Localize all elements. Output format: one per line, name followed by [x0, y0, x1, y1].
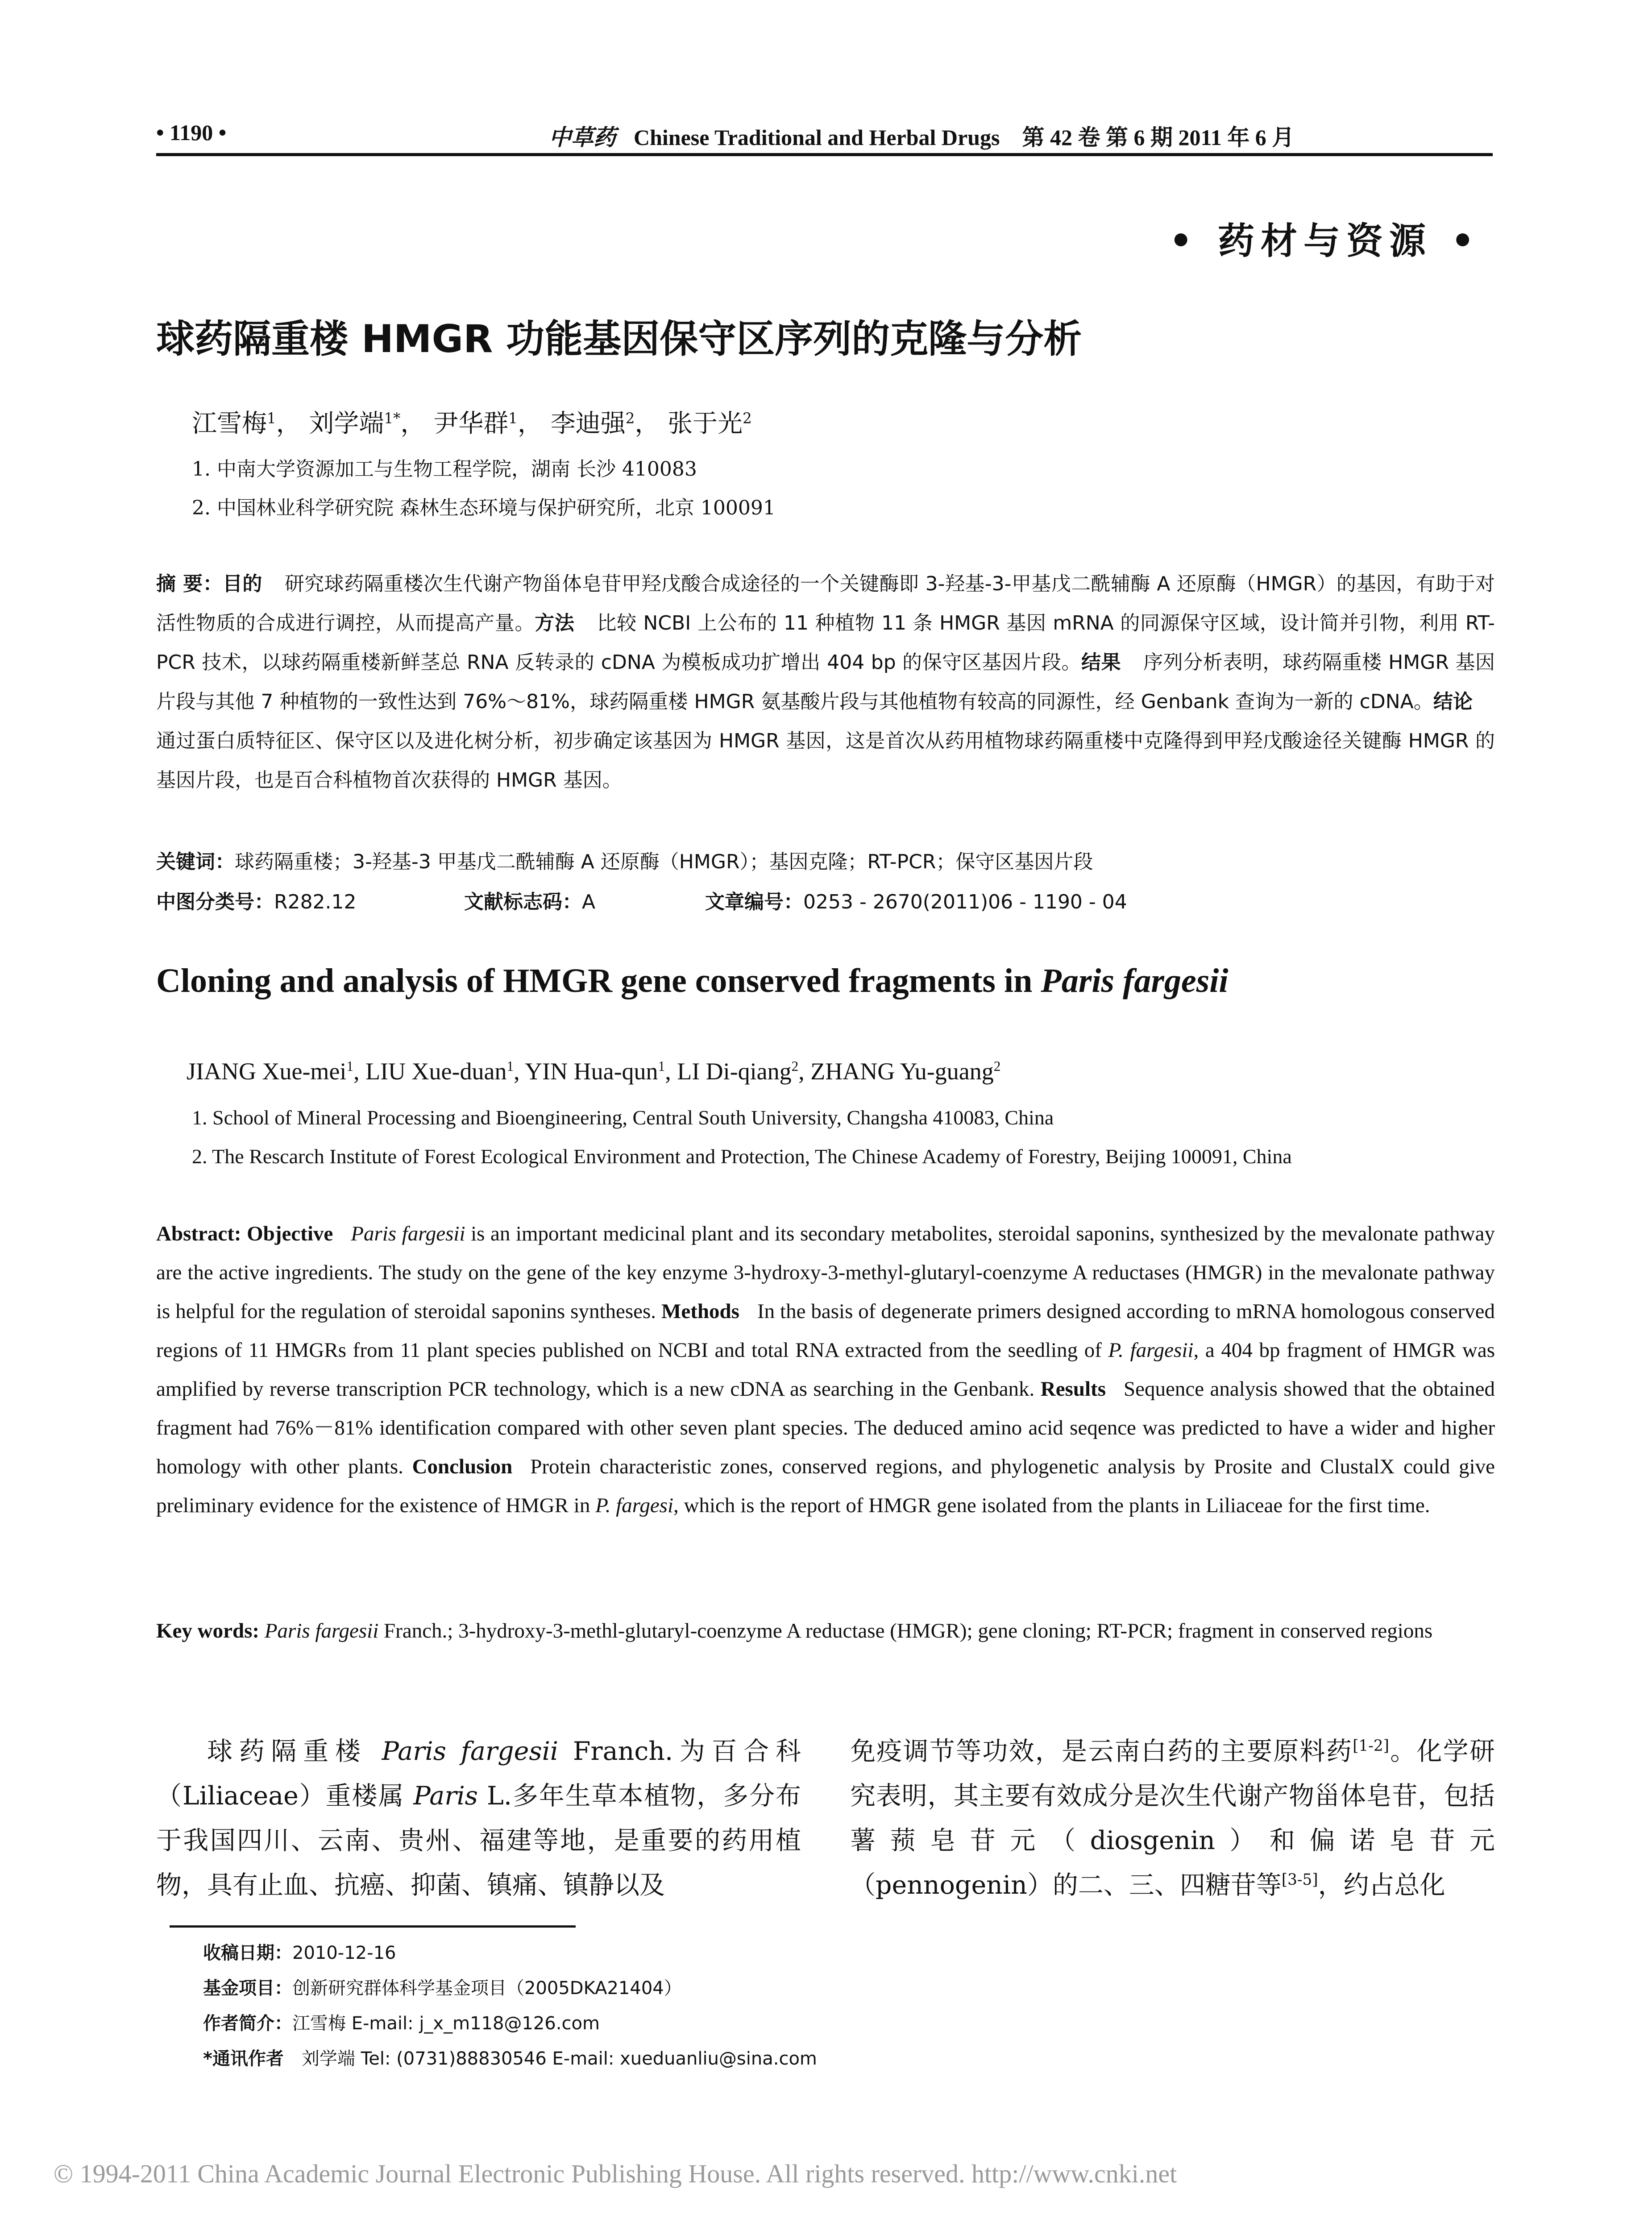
author-en: YIN Hua-qun — [525, 1058, 658, 1085]
footnote-label: 作者简介： — [203, 2013, 292, 2034]
results-label-cn: 结果 — [1081, 651, 1121, 674]
species-name: P. fargesii — [1108, 1339, 1194, 1362]
authors-en: JIANG Xue-mei$^1$, LIU Xue-duan$^1$, YIN Hua-qun$^1$, LI Di-qiang$^2$, ZHANG Yu-guang$^2$ — [187, 1058, 1001, 1085]
footnote-label: 基金项目： — [203, 1978, 292, 1999]
author-aff-mark: 1* — [384, 410, 401, 427]
article-number-label: 文章编号： — [705, 891, 803, 913]
abstract-cn-label: 摘 要： — [156, 572, 223, 595]
body-text: 球药隔重楼 — [207, 1737, 382, 1766]
author-en: LI Di-qiang — [677, 1058, 792, 1085]
author-en: LIU Xue-duan — [365, 1058, 507, 1085]
body-column-left — [156, 1729, 801, 1908]
keywords-en-label: Key words: — [156, 1619, 260, 1642]
journal-issue: 第 42 卷 第 6 期 2011 年 6 月 — [1022, 125, 1295, 150]
section-label: • 药材与资源 • — [1169, 220, 1481, 262]
footnote-value: 创新研究群体科学基金项目（2005DKA21404） — [292, 1978, 682, 1999]
abstract-en — [156, 1215, 1495, 1525]
keywords-en-text: Franch.; 3-hydroxy-3-methl-glutaryl-coenzyme A reductase (HMGR); gene cloning; RT-PCR; fragment in conserved regions — [378, 1619, 1433, 1642]
conclusion-label-en: Conclusion — [412, 1455, 513, 1478]
abstract-en-label: Abstract: Objective — [156, 1222, 333, 1245]
author-cn: 江雪梅 — [192, 409, 267, 438]
body-text: Franch.为百合科（Liliaceae）重楼属 — [156, 1737, 801, 1811]
author-en: JIANG Xue-mei — [187, 1058, 347, 1085]
affiliation-cn-1: 1. 中南大学资源加工与生物工程学院，湖南 长沙 410083 — [192, 458, 697, 481]
abstract-cn — [156, 564, 1495, 800]
keywords-cn — [156, 846, 1093, 874]
keywords-cn-text: 球药隔重楼；3-羟基-3 甲基戊二酰辅酶 A 还原酶（HMGR）；基因克隆；RT-PCR；保守区基因片段 — [235, 850, 1093, 873]
title-en — [156, 962, 1229, 1000]
methods-text-en-2: , a 404 bp fragment of HMGR was amplified by reverse transcription PCR technology, which is a new cDNA as searching in the Genbank. — [156, 1339, 1495, 1401]
footnote-label: 收稿日期： — [203, 1943, 292, 1963]
author-cn: 李迪强 — [550, 409, 626, 438]
author-aff-mark: 1 — [267, 410, 276, 427]
body-text: 。化学研究表明，其主要有效成分是次生代谢产物甾体皂苷，包括薯蓣皂苷元（diosgenin）和偏诺皂苷元（pennogenin）的二、三、四糖苷等 — [850, 1737, 1495, 1900]
objective-label-cn: 目的 — [223, 572, 262, 595]
results-text-en: Sequence analysis showed that the obtained fragment had 76%－81% identification compared with other seven plant species. The deduced amino acid seqence was predicted to have a wider and higher homology with other plants. — [156, 1377, 1495, 1478]
title-en-species: Paris fargesii — [1041, 962, 1229, 999]
journal-title-en: Chinese Traditional and Herbal Drugs — [634, 125, 1000, 150]
footnote-label: *通讯作者 — [203, 2049, 284, 2069]
footnote-value: 2010-12-16 — [292, 1943, 396, 1963]
authors-cn: 江雪梅$^1$， 刘学端$^{1*}$， 尹华群$^1$， 李迪强$^2$， 张于光$^2$ — [192, 409, 752, 438]
affiliation-en-2: 2. The Rescarch Institute of Forest Ecological Environment and Protection, The Chinese Academy of Forestry, Beijing 100091, China — [192, 1145, 1292, 1168]
objective-text-cn: 研究球药隔重楼次生代谢产物甾体皂苷甲羟戊酸合成途径的一个关键酶即 3-羟基-3-甲基戊二酰辅酶 A 还原酶（HMGR）的基因，有助于对活性物质的合成进行调控，从而提高产量。 — [156, 572, 1495, 634]
journal-title-cn: 中草药 — [549, 124, 616, 150]
methods-text-en: In the basis of degenerate primers designed according to mRNA homologous conserved regions of 11 HMGRs from 11 plant species published on NCBI and total RNA extracted from the seedling of — [156, 1300, 1495, 1362]
methods-text-cn: 比较 NCBI 上公布的 11 种植物 11 条 HMGR 基因 mRNA 的同源保守区域，设计简并引物，利用 RT-PCR 技术，以球药隔重楼新鲜茎总 RNA 反转录的 cDNA 为模板成功扩增出 404 bp 的保守区基因片段。 — [156, 612, 1495, 674]
author-aff-mark: 1 — [508, 410, 518, 427]
doc-code-value: A — [582, 891, 596, 913]
results-label-en: Results — [1040, 1377, 1106, 1401]
author-aff-mark: 2 — [993, 1058, 1001, 1074]
affiliation-cn-2: 2. 中国林业科学研究院 森林生态环境与保护研究所，北京 100091 — [192, 497, 776, 519]
footnote-value: 刘学端 Tel: (0731)88830546 E-mail: xueduanliu@sina.com — [301, 2049, 817, 2069]
author-aff-mark: 2 — [625, 410, 635, 427]
footnote-author-bio — [203, 2009, 600, 2035]
running-header — [156, 120, 1486, 155]
conclusion-text-cn: 通过蛋白质特征区、保守区以及进化树分析，初步确定该基因为 HMGR 基因，这是首次从药用植物球药隔重楼中克隆得到甲羟戊酸途径关键酶 HMGR 的基因片段，也是百合科植物首次获得的 HMGR 基因。 — [156, 730, 1495, 792]
footnote-value: 江雪梅 E-mail: j_x_m118@126.com — [292, 2013, 600, 2034]
classification-line — [156, 886, 1127, 914]
footnote-received — [203, 1939, 396, 1964]
journal-title — [549, 120, 1294, 152]
conclusion-text-en: Protein characteristic zones, conserved regions, and phylogenetic analysis by Prosite and ClustalX could give preliminary evidence for the existence of HMGR in — [156, 1455, 1495, 1517]
affiliation-en-1: 1. School of Mineral Processing and Bioengineering, Central South University, Changsha 410083, China — [192, 1106, 1054, 1129]
conclusion-label-cn: 结论 — [1433, 690, 1473, 713]
body-text: L.多年生草本植物，多分布于我国四川、云南、贵州、福建等地，是重要的药用植物，具有止血、抗癌、抑菌、镇痛、镇静以及 — [156, 1781, 801, 1900]
title-en-main: Cloning and analysis of HMGR gene conserved fragments in — [156, 962, 1041, 999]
author-cn: 尹华群 — [433, 409, 509, 438]
objective-text-en: is an important medicinal plant and its secondary metabolites, steroidal saponins, synthesized by the mevalonate pathway are the active ingredients. The study on the gene of the key enzyme 3-hydroxy-3-methyl-glutaryl-coenzyme A reductases (HMGR) in the mevalonate pathway is helpful for the regulation of steroidal saponins syntheses. — [156, 1222, 1495, 1323]
author-aff-mark: 1 — [346, 1058, 354, 1074]
clc-value: R282.12 — [274, 891, 357, 913]
body-column-right — [850, 1729, 1495, 1908]
author-cn: 张于光 — [668, 409, 743, 438]
species-name: Paris fargesii — [351, 1222, 465, 1245]
footnote-rule — [170, 1925, 576, 1928]
author-aff-mark: 2 — [791, 1058, 799, 1074]
page-number: • 1190 • — [156, 120, 227, 145]
keywords-en — [156, 1612, 1495, 1650]
author-aff-mark: 1 — [506, 1058, 514, 1074]
species-name: Paris fargesii — [382, 1737, 559, 1766]
methods-label-cn: 方法 — [535, 612, 575, 634]
body-text: ，约占总化 — [1318, 1870, 1445, 1900]
footnote-fund — [203, 1974, 682, 1999]
species-name: Paris fargesii — [264, 1619, 379, 1642]
author-cn: 刘学端 — [309, 409, 384, 438]
methods-label-en: Methods — [661, 1300, 739, 1323]
species-name: P. fargesi — [595, 1494, 674, 1517]
body-text: 免疫调节等功效，是云南白药的主要原料药 — [850, 1737, 1353, 1766]
keywords-cn-label: 关键词： — [156, 850, 235, 873]
citation-ref: [3-5] — [1281, 1871, 1318, 1889]
results-text-cn: 序列分析表明，球药隔重楼 HMGR 基因片段与其他 7 种植物的一致性达到 76%～81%，球药隔重楼 HMGR 氨基酸片段与其他植物有较高的同源性，经 Genbank 查询为一新的 cDNA。 — [156, 651, 1495, 713]
conclusion-text-en-2: , which is the report of HMGR gene isolated from the plants in Liliaceae for the first time. — [673, 1494, 1430, 1517]
doc-code-label: 文献标志码： — [464, 891, 582, 913]
article-number-value: 0253 - 2670(2011)06 - 1190 - 04 — [803, 891, 1127, 913]
citation-ref: [1-2] — [1353, 1737, 1389, 1755]
copyright-watermark: © 1994-2011 China Academic Journal Electronic Publishing House. All rights reserved. http://www.cnki.net — [54, 2159, 1177, 2188]
author-aff-mark: 1 — [658, 1058, 665, 1074]
clc-label: 中图分类号： — [156, 891, 274, 913]
author-aff-mark: 2 — [743, 410, 752, 427]
header-rule — [156, 153, 1493, 156]
author-en: ZHANG Yu-guang — [810, 1058, 994, 1085]
genus-name: Paris — [413, 1781, 478, 1811]
title-cn: 球药隔重楼 HMGR 功能基因保守区序列的克隆与分析 — [156, 317, 1082, 361]
footnote-corresponding — [203, 2044, 817, 2070]
